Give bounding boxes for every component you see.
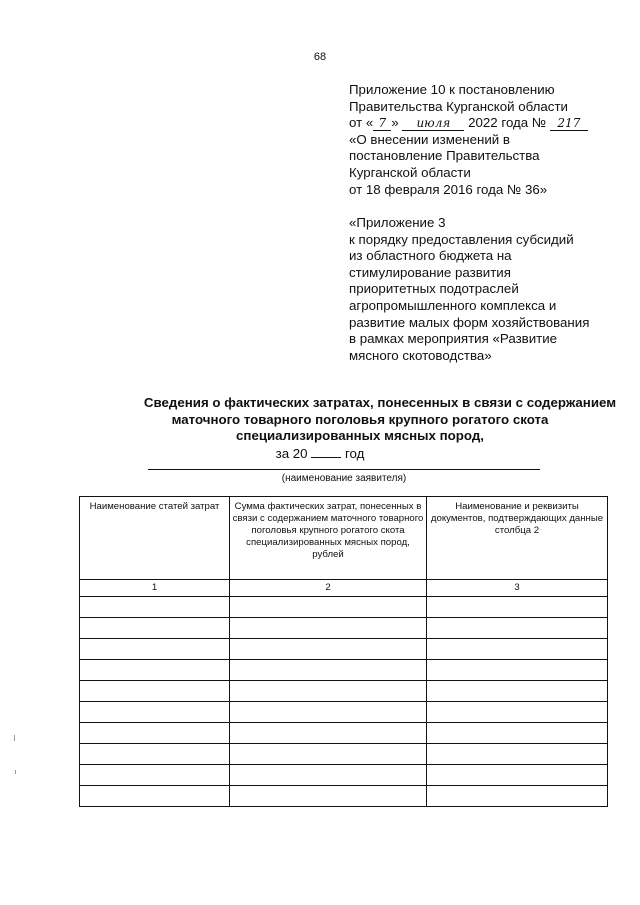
period-suffix: год [344,446,365,461]
appendix-3-line: стимулирование развития [349,264,511,280]
period-prefix: за 20 [275,446,308,461]
table-row [80,786,608,807]
table-cell [427,618,608,639]
table-cell [427,702,608,723]
table-cell [230,618,427,639]
table-cell [427,597,608,618]
scan-mark [15,770,16,774]
table-cell [427,681,608,702]
table-row [80,681,608,702]
heading-line-3: специализированных мясных пород, [236,428,484,444]
table-cell [80,660,230,681]
expense-table [79,496,608,807]
appendix-3-line: в рамках мероприятия «Развитие [349,331,558,347]
table-row [80,723,608,744]
heading-line-1: Сведения о фактических затратах, понесенных в связи с содержанием [143,395,617,410]
handwritten-month: июля [402,117,464,131]
handwritten-number: 217 [550,117,588,131]
appendix-date-line [349,115,619,132]
table-row [80,597,608,618]
table-cell [80,681,230,702]
table-row [80,744,608,765]
appendix-line-6: Курганской области [349,164,471,180]
date-quote-close: » [391,115,399,131]
appendix-line-2: Правительства Курганской области [349,98,568,114]
document-heading [80,395,640,445]
appendix-line-5: постановление Правительства [349,148,540,164]
table-body [80,597,608,807]
table-cell [80,765,230,786]
period-line [0,445,640,461]
applicant-label: (наименование заявителя) [281,473,407,484]
appendix-line-7: от 18 февраля 2016 года № 36» [349,181,548,197]
column-number: 3 [427,580,608,597]
table-cell [230,786,427,807]
table-cell [427,744,608,765]
table-cell [80,744,230,765]
column-number: 2 [230,580,427,597]
appendix-line-1: Приложение 10 к постановлению [349,82,555,97]
table-cell [427,723,608,744]
header-actual-costs: Сумма фактических затрат, понесенных в связи с содержанием маточного товарного поголовья крупного рогатого скота специализированных мясных пород, рублей [230,497,427,580]
table-cell [230,723,427,744]
table-cell [80,786,230,807]
appendix-line-4: «О внесении изменений в [349,131,510,147]
table-column-numbers [80,580,608,597]
appendix-3-line: «Приложение 3 [349,215,446,230]
appendix-block [349,82,619,198]
date-prefix: от « [349,115,374,131]
table-cell [230,639,427,660]
table-cell [427,660,608,681]
appendix-3-line: приоритетных подотраслей [349,281,519,297]
table-cell [427,639,608,660]
table-row [80,765,608,786]
table-cell [230,681,427,702]
page-number: 68 [313,51,327,63]
table-row [80,639,608,660]
table-cell [230,765,427,786]
header-documents: Наименование и реквизиты документов, подтверждающих данные столбца 2 [427,497,608,580]
table-cell [80,618,230,639]
appendix-3-line: развитие малых форм хозяйствования [349,314,590,330]
appendix-3-line: из областного бюджета на [349,248,512,264]
handwritten-day: 7 [373,117,391,131]
table-cell [80,723,230,744]
table-cell [80,639,230,660]
appendix-3-line: агропромышленного комплекса и [349,297,557,313]
date-year-text: 2022 года № [468,115,547,131]
table-row [80,702,608,723]
scan-mark [14,735,15,741]
table-cell [230,660,427,681]
table-cell [427,765,608,786]
appendix-3-block [349,215,629,364]
table-cell [80,597,230,618]
column-number: 1 [80,580,230,597]
table-cell [230,702,427,723]
applicant-name-underline [148,469,540,470]
table-row [80,618,608,639]
table-cell [230,744,427,765]
table-header-row [80,497,608,580]
year-blank [311,445,341,458]
table-cell [80,702,230,723]
appendix-3-line: к порядку предоставления субсидий [349,231,574,247]
table-row [80,660,608,681]
table-cell [427,786,608,807]
appendix-3-line: мясного скотоводства» [349,347,492,363]
table-cell [230,597,427,618]
header-expense-items: Наименование статей затрат [80,497,230,580]
heading-line-2: маточного товарного поголовья крупного рогатого скота [171,411,549,427]
